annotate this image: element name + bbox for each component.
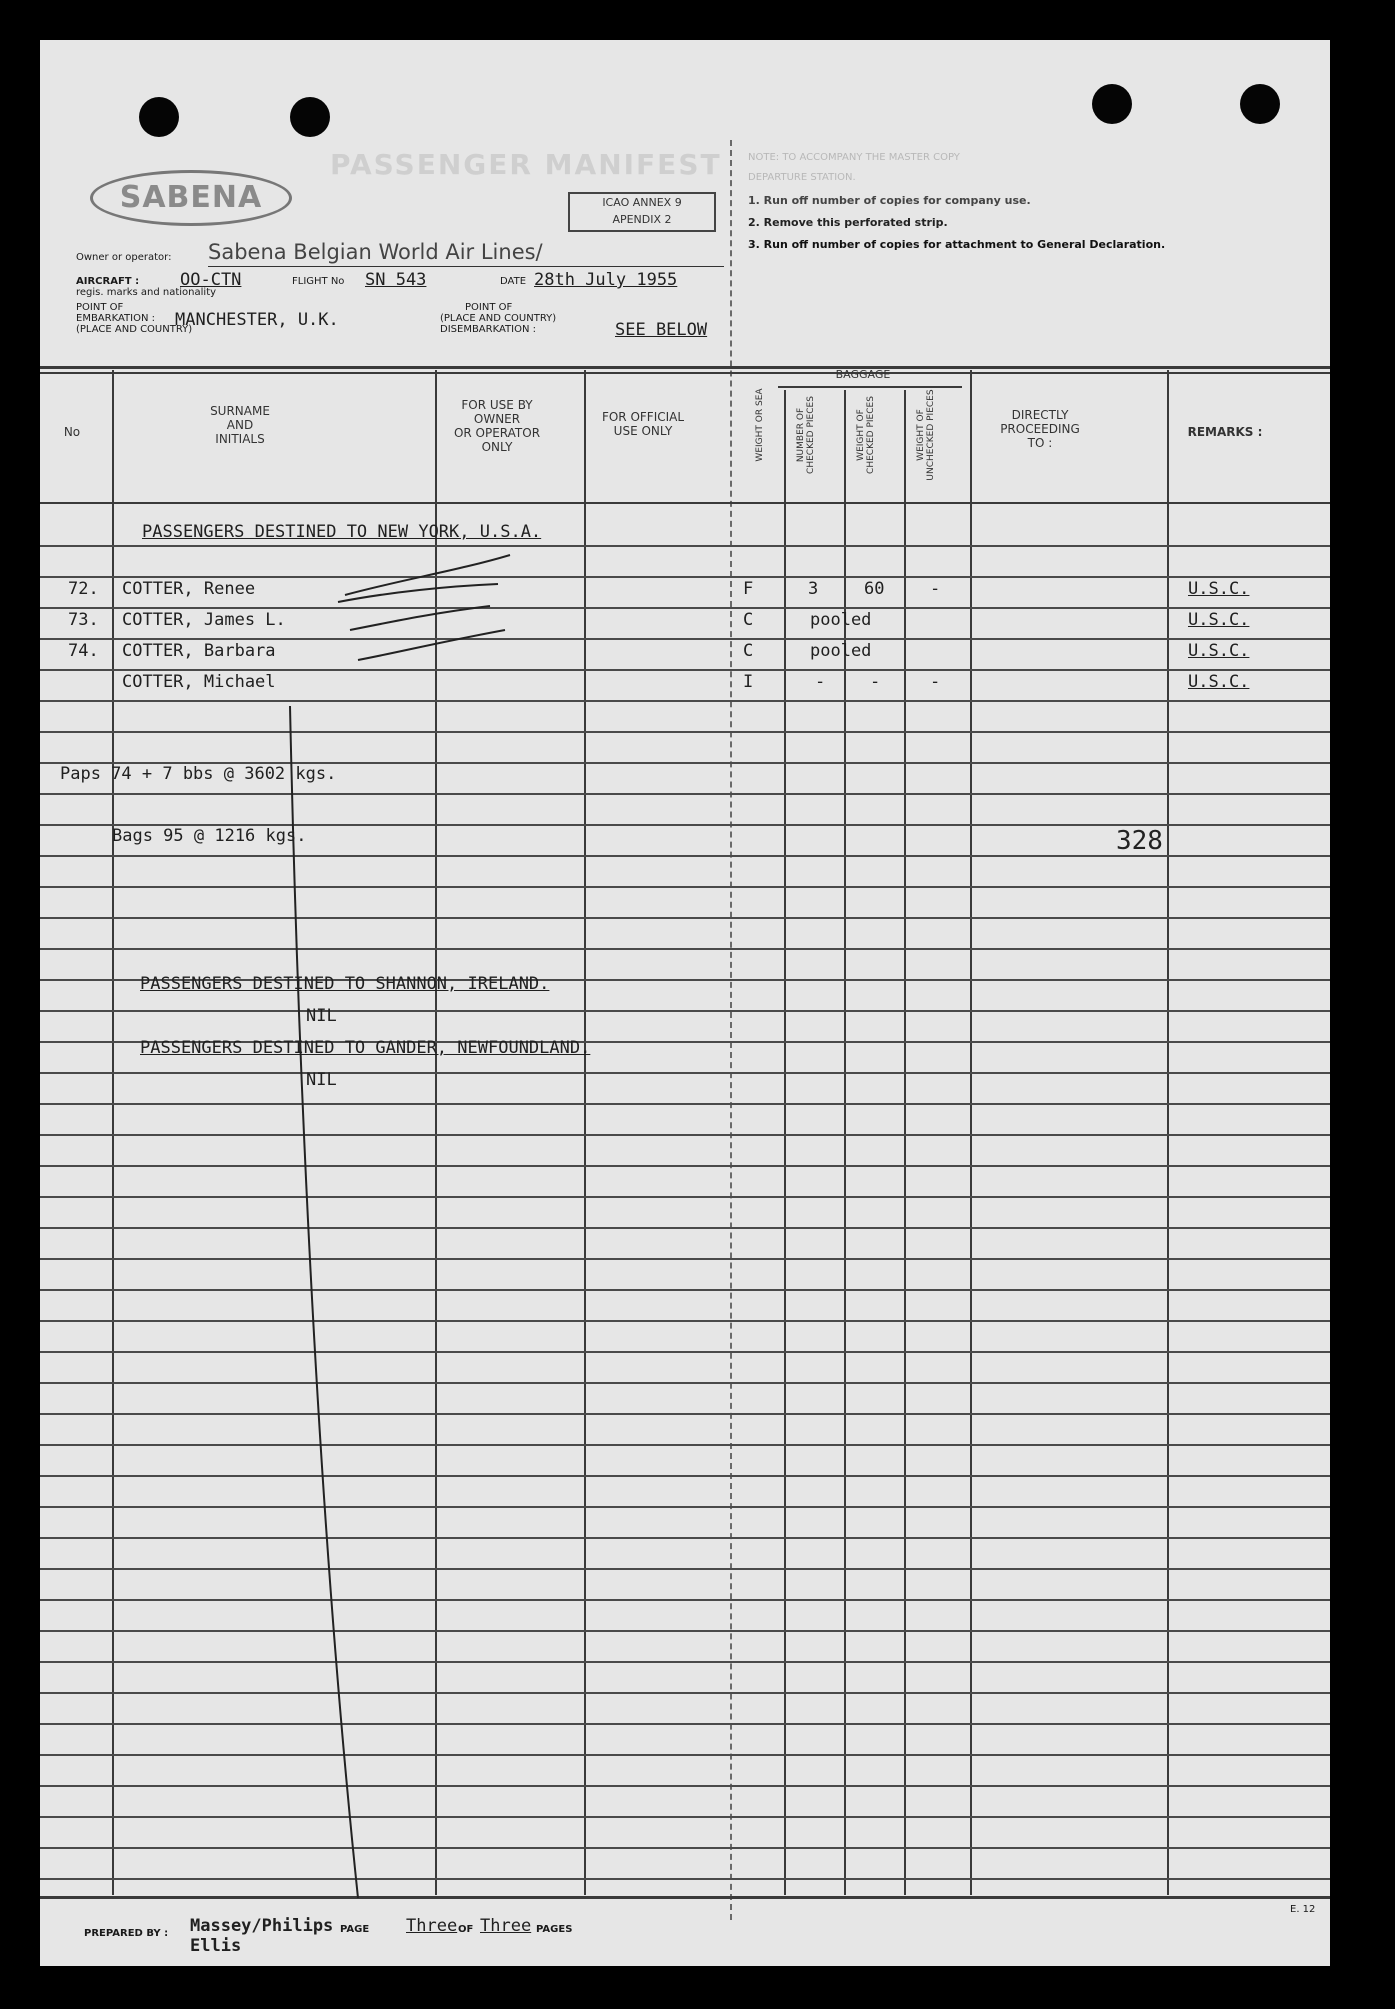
col-header-official-1: FOR OFFICIAL — [601, 410, 685, 424]
passenger-remarks: U.S.C. — [1188, 579, 1250, 599]
handwritten-strokes — [40, 40, 1330, 1966]
col-header-surname-2: AND — [226, 418, 254, 432]
passenger-weight-or-sea: C — [743, 610, 754, 630]
icao-line-1: ICAO ANNEX 9 — [602, 196, 682, 209]
form-code: E. 12 — [1290, 1904, 1316, 1915]
passenger-weight: - — [870, 672, 881, 692]
disembark-label-1: POINT OF — [465, 302, 513, 313]
embark-label-2: EMBARKATION : — [76, 313, 155, 324]
passenger-pieces: - — [815, 672, 826, 692]
form-title: PASSENGER MANIFEST — [330, 148, 722, 181]
col-header-directly-3: TO : — [1027, 436, 1053, 450]
passenger-name: COTTER, James L. — [122, 610, 286, 630]
passenger-pieces: pooled — [810, 641, 872, 661]
embark-label-3: (PLACE AND COUNTRY) — [76, 324, 193, 335]
disembark-value: SEE BELOW — [615, 320, 708, 340]
instruction-2: 2. Remove this perforated strip. — [748, 216, 948, 229]
totals-bags: Bags 95 @ 1216 kgs. — [112, 826, 307, 846]
date-label: DATE — [500, 276, 527, 287]
passenger-name: COTTER, Renee — [122, 579, 256, 599]
date-value: 28th July 1955 — [534, 270, 678, 290]
manifest-sheet — [40, 40, 1330, 1966]
col-header-owner-4: ONLY — [481, 440, 513, 454]
col-header-num-checked: NUMBER OF CHECKED PIECES — [796, 396, 816, 474]
passenger-unchecked: - — [930, 672, 941, 692]
pages-label: PAGES — [536, 1924, 573, 1935]
aircraft-label: AIRCRAFT : — [76, 276, 140, 287]
col-header-no: No — [63, 425, 81, 439]
passenger-name: COTTER, Barbara — [122, 641, 276, 661]
col-header-baggage: BAGGAGE — [835, 368, 891, 381]
passenger-number: 72. — [68, 579, 99, 599]
passenger-remarks: U.S.C. — [1188, 610, 1250, 630]
section-heading-shannon: PASSENGERS DESTINED TO SHANNON, IRELAND. — [140, 974, 550, 994]
passenger-number: 73. — [68, 610, 99, 630]
passenger-weight-or-sea: I — [743, 672, 754, 692]
page-label: PAGE — [340, 1924, 370, 1935]
page-value: Three — [406, 1916, 458, 1936]
instruction-1: 1. Run off number of copies for company use. — [748, 194, 1031, 207]
passenger-pieces: 3 — [808, 579, 819, 599]
passenger-remarks: U.S.C. — [1188, 641, 1250, 661]
col-header-remarks: REMARKS : — [1187, 425, 1263, 439]
col-header-surname-3: INITIALS — [215, 432, 265, 446]
embark-label-1: POINT OF — [76, 302, 124, 313]
passenger-weight: 60 — [864, 579, 885, 599]
disembark-label-3: DISEMBARKATION : — [440, 324, 536, 335]
col-header-directly-2: PROCEEDING — [1000, 422, 1080, 436]
aircraft-sub-label: regis. marks and nationality — [76, 287, 217, 298]
prepared-by-value-2: Ellis — [190, 1936, 242, 1956]
passenger-weight-or-sea: F — [743, 579, 754, 599]
instruction-3: 3. Run off number of copies for attachment to General Declaration. — [748, 238, 1166, 251]
instructions-top: NOTE: TO ACCOMPANY THE MASTER COPY — [748, 152, 960, 163]
col-header-owner-3: OR OPERATOR — [453, 426, 541, 440]
prepared-by-label: PREPARED BY : — [84, 1928, 169, 1939]
nil-gander: NIL — [306, 1070, 337, 1090]
passenger-weight-or-sea: C — [743, 641, 754, 661]
instructions-station: DEPARTURE STATION. — [748, 172, 856, 183]
passenger-remarks: U.S.C. — [1188, 672, 1250, 692]
col-header-weight-unchecked: WEIGHT OF UNCHECKED PIECES — [916, 389, 936, 481]
flight-label: FLIGHT No — [292, 276, 345, 287]
col-header-weight-checked: WEIGHT OF CHECKED PIECES — [856, 396, 876, 474]
owner-value: Sabena Belgian World Air Lines/ — [208, 240, 543, 264]
prepared-by-value: Massey/Philips — [190, 1916, 334, 1936]
totals-paps: Paps 74 + 7 bbs @ 3602 kgs. — [60, 764, 337, 784]
icao-line-2: APENDIX 2 — [612, 213, 672, 226]
col-header-directly-1: DIRECTLY — [1011, 408, 1069, 422]
passenger-name: COTTER, Michael — [122, 672, 276, 692]
col-header-owner-1: FOR USE BY — [461, 398, 533, 412]
aircraft-value: OO-CTN — [180, 270, 242, 290]
section-heading-new-york: PASSENGERS DESTINED TO NEW YORK, U.S.A. — [142, 522, 542, 542]
embark-value: MANCHESTER, U.K. — [175, 310, 339, 330]
flight-value: SN 543 — [365, 270, 427, 290]
of-label: OF — [458, 1924, 474, 1935]
col-header-official-2: USE ONLY — [613, 424, 673, 438]
col-header-surname-1: SURNAME — [210, 404, 270, 418]
sabena-logo: SABENA — [90, 170, 292, 226]
passenger-unchecked: - — [930, 579, 941, 599]
passenger-number: 74. — [68, 641, 99, 661]
section-heading-gander: PASSENGERS DESTINED TO GANDER, NEWFOUNDLAND. — [140, 1038, 591, 1058]
owner-label: Owner or operator: — [76, 252, 172, 263]
col-header-owner-2: OWNER — [473, 412, 521, 426]
pages-value: Three — [480, 1916, 532, 1936]
disembark-label-2: (PLACE AND COUNTRY) — [440, 313, 557, 324]
nil-shannon: NIL — [306, 1006, 337, 1026]
passenger-pieces: pooled — [810, 610, 872, 630]
totals-figure: 328 — [1116, 826, 1163, 856]
col-header-weight-or-sea: WEIGHT OR SEA — [755, 388, 765, 462]
